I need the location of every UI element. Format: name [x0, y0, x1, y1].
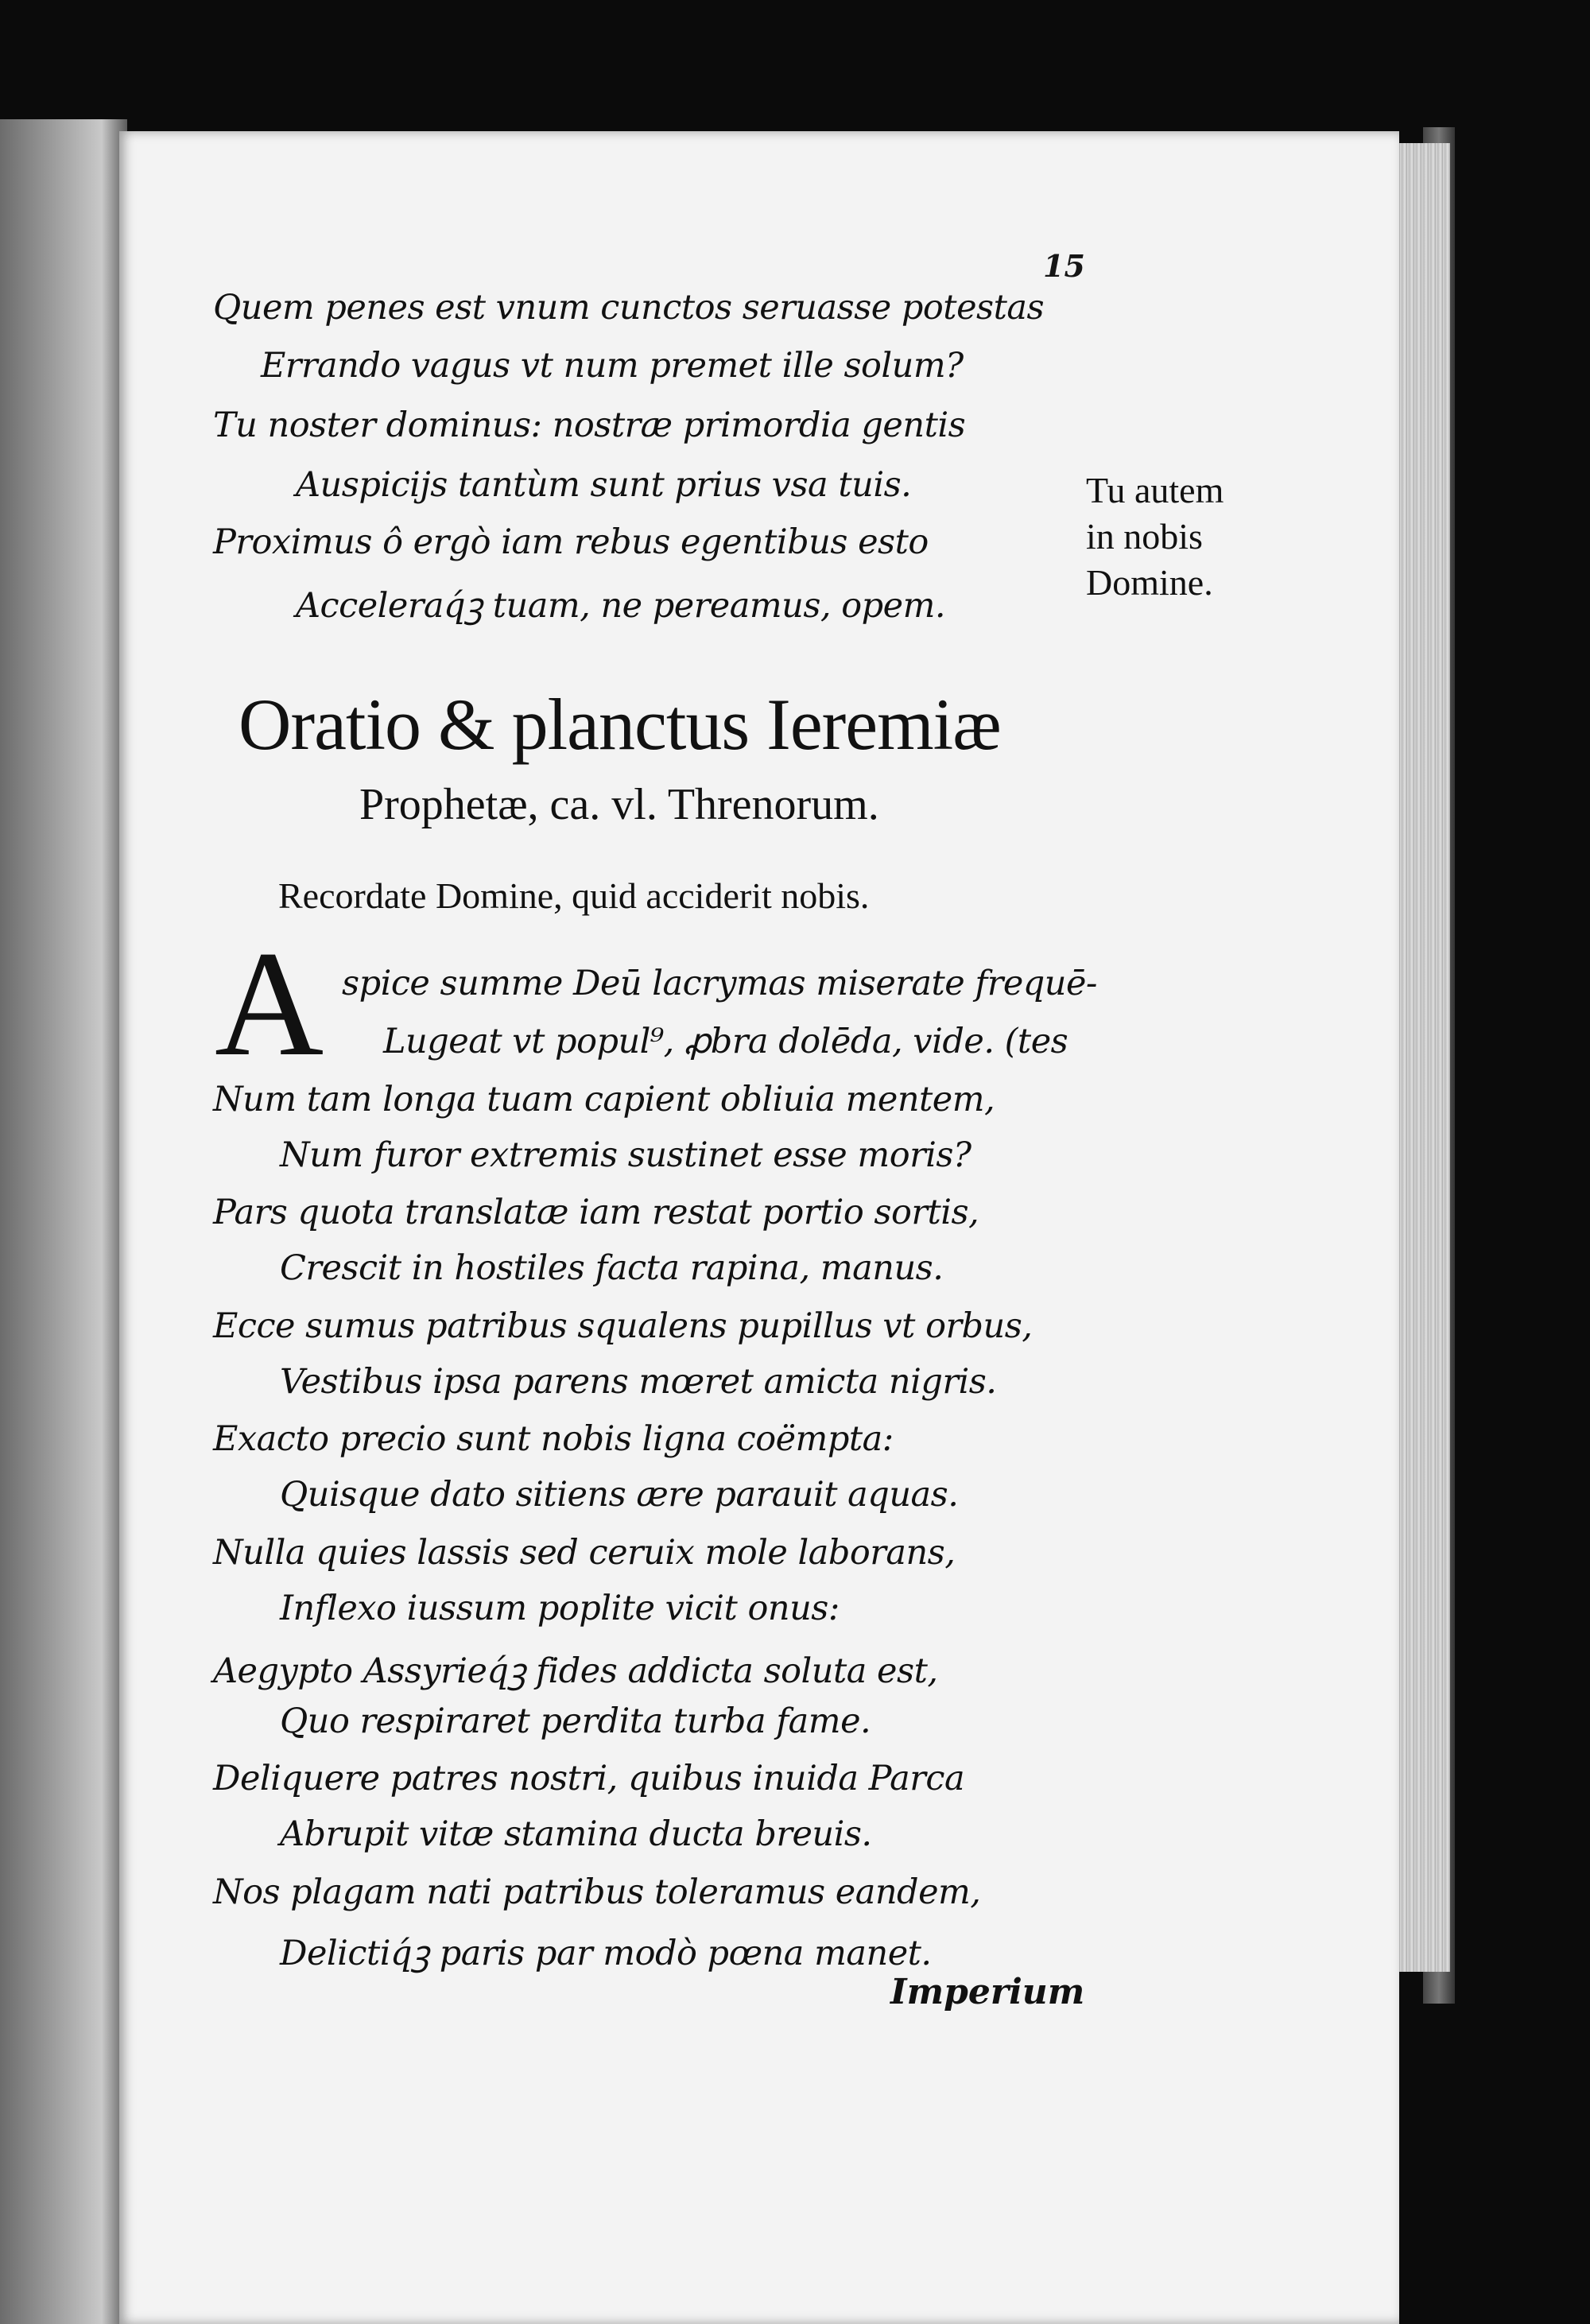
section-heading: Oratio & planctus Ieremiæ — [238, 684, 1001, 765]
drop-cap: A — [215, 921, 324, 1088]
poem-line: Exacto precio sunt nobis ligna coëmpta: — [213, 1419, 894, 1459]
page-number: 15 — [1043, 248, 1085, 284]
incipit-line: Recordate Domine, quid acciderit nobis. — [278, 875, 870, 916]
section-subheading: Prophetæ, ca. vl. Threnorum. — [359, 780, 879, 829]
poem-line: Deliquere patres nostri, quibus inuida Parca — [213, 1759, 965, 1798]
poem-line: Nos plagam nati patribus toleramus eandem, — [213, 1872, 981, 1912]
marginal-note-line: Tu autem — [1086, 470, 1224, 510]
marginal-note-line: in nobis — [1086, 516, 1203, 557]
poem-line: Inflexo iussum poplite vicit onus: — [280, 1589, 840, 1628]
poem-line: Quisque dato sitiens ære parauit aquas. — [280, 1475, 959, 1515]
marginal-note-line: Domine. — [1086, 562, 1213, 603]
poem-line: Vestibus ipsa parens mœret amicta nigris. — [280, 1362, 997, 1402]
stanza-line: Proximus ô ergò iam rebus egentibus esto — [213, 522, 929, 562]
stanza-line: Quem penes est vnum cunctos seruasse potestas — [213, 288, 1045, 328]
poem-line: Lugeat vt popul⁹, ꝓbra dolēda, vide. (tes — [383, 1022, 1068, 1061]
stanza-line: Acceleraq́ꝫ tuam, ne pereamus, opem. — [296, 586, 946, 626]
poem-line: Ecce sumus patribus squalens pupillus vt orbus, — [213, 1306, 1033, 1346]
stanza-line: Auspicijs tantùm sunt prius vsa tuis. — [296, 465, 912, 505]
stanza-line: Tu noster dominus: nostræ primordia gentis — [213, 405, 966, 445]
catchword: Imperium — [890, 1972, 1085, 2012]
poem-line: Delictiq́ꝫ paris par modò pœna manet. — [280, 1934, 932, 1973]
poem-line: Nulla quies lassis sed ceruix mole laborans, — [213, 1533, 956, 1573]
poem-line: Num furor extremis sustinet esse moris? — [280, 1135, 971, 1175]
poem-line: Num tam longa tuam capient obliuia mentem, — [213, 1080, 995, 1119]
poem-line: Quo respiraret perdita turba fame. — [280, 1701, 871, 1741]
poem-line: Pars quota translatæ iam restat portio sortis, — [213, 1193, 979, 1232]
poem-line: spice summe Deū lacrymas miserate frequē- — [342, 964, 1097, 1003]
poem-line: Abrupit vitæ stamina ducta breuis. — [280, 1814, 872, 1854]
poem-line: Crescit in hostiles facta rapina, manus. — [280, 1248, 944, 1288]
poem-line: Aegypto Assyrieq́ꝫ fides addicta soluta est, — [213, 1651, 938, 1691]
stanza-line: Errando vagus vt num premet ille solum? — [261, 346, 964, 386]
